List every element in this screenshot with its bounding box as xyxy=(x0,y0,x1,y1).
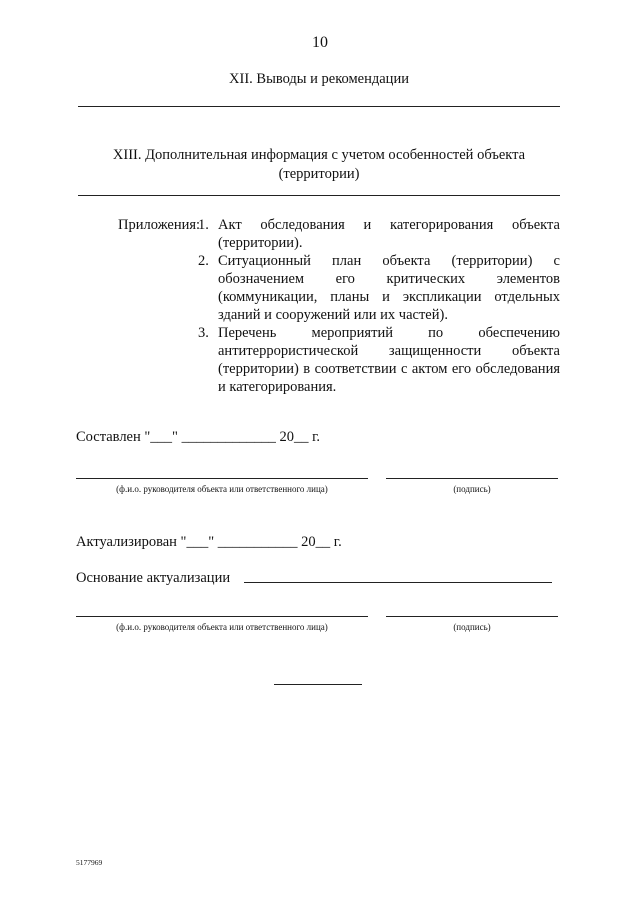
section-13-underline xyxy=(78,195,560,196)
attachments-list xyxy=(198,216,560,396)
attachment-item-1 xyxy=(198,216,560,252)
section-12-underline xyxy=(78,106,560,107)
compiled-name-line xyxy=(76,478,368,479)
section-13-title xyxy=(78,146,560,184)
update-basis-line xyxy=(244,582,552,583)
section-13-title-line2: (территории) xyxy=(278,166,360,182)
attachment-text: Ситуационный план объекта (территории) с обозначением его критических элементов (коммуникации, планы и экспликации отдельных зданий и сооружений или их частей). xyxy=(218,253,560,323)
attachment-number: 2. xyxy=(198,253,209,269)
updated-name-caption: (ф.и.о. руководителя объекта или ответственного лица) xyxy=(116,622,328,632)
updated-name-line xyxy=(76,616,368,617)
updated-date-line: Актуализирован "___" ___________ 20__ г. xyxy=(76,534,342,550)
section-12-title: XII. Выводы и рекомендации xyxy=(229,71,409,87)
attachment-item-2 xyxy=(198,252,560,324)
end-separator-line xyxy=(274,684,362,685)
updated-signature-caption: (подпись) xyxy=(453,622,491,632)
attachments-label: Приложения: xyxy=(118,217,201,233)
updated-signature-line xyxy=(386,616,558,617)
attachment-text: Перечень мероприятий по обеспечению антитеррористической защищенности объекта (территории) в соответствии с актом его обследования и категорирования. xyxy=(218,325,560,395)
compiled-signature-caption: (подпись) xyxy=(453,484,491,494)
attachment-text: Акт обследования и категорирования объекта (территории). xyxy=(218,217,560,251)
compiled-name-caption: (ф.и.о. руководителя объекта или ответственного лица) xyxy=(116,484,328,494)
compiled-date-line: Составлен "___" _____________ 20__ г. xyxy=(76,429,321,445)
footer-code: 5177969 xyxy=(76,858,103,867)
page-number: 10 xyxy=(312,34,328,51)
attachment-number: 1. xyxy=(198,217,209,233)
attachment-number: 3. xyxy=(198,325,209,341)
section-13-title-line1: XIII. Дополнительная информация с учетом особенностей объекта xyxy=(112,147,526,163)
attachment-item-3 xyxy=(198,324,560,396)
update-basis-label: Основание актуализации xyxy=(76,570,231,586)
compiled-signature-line xyxy=(386,478,558,479)
